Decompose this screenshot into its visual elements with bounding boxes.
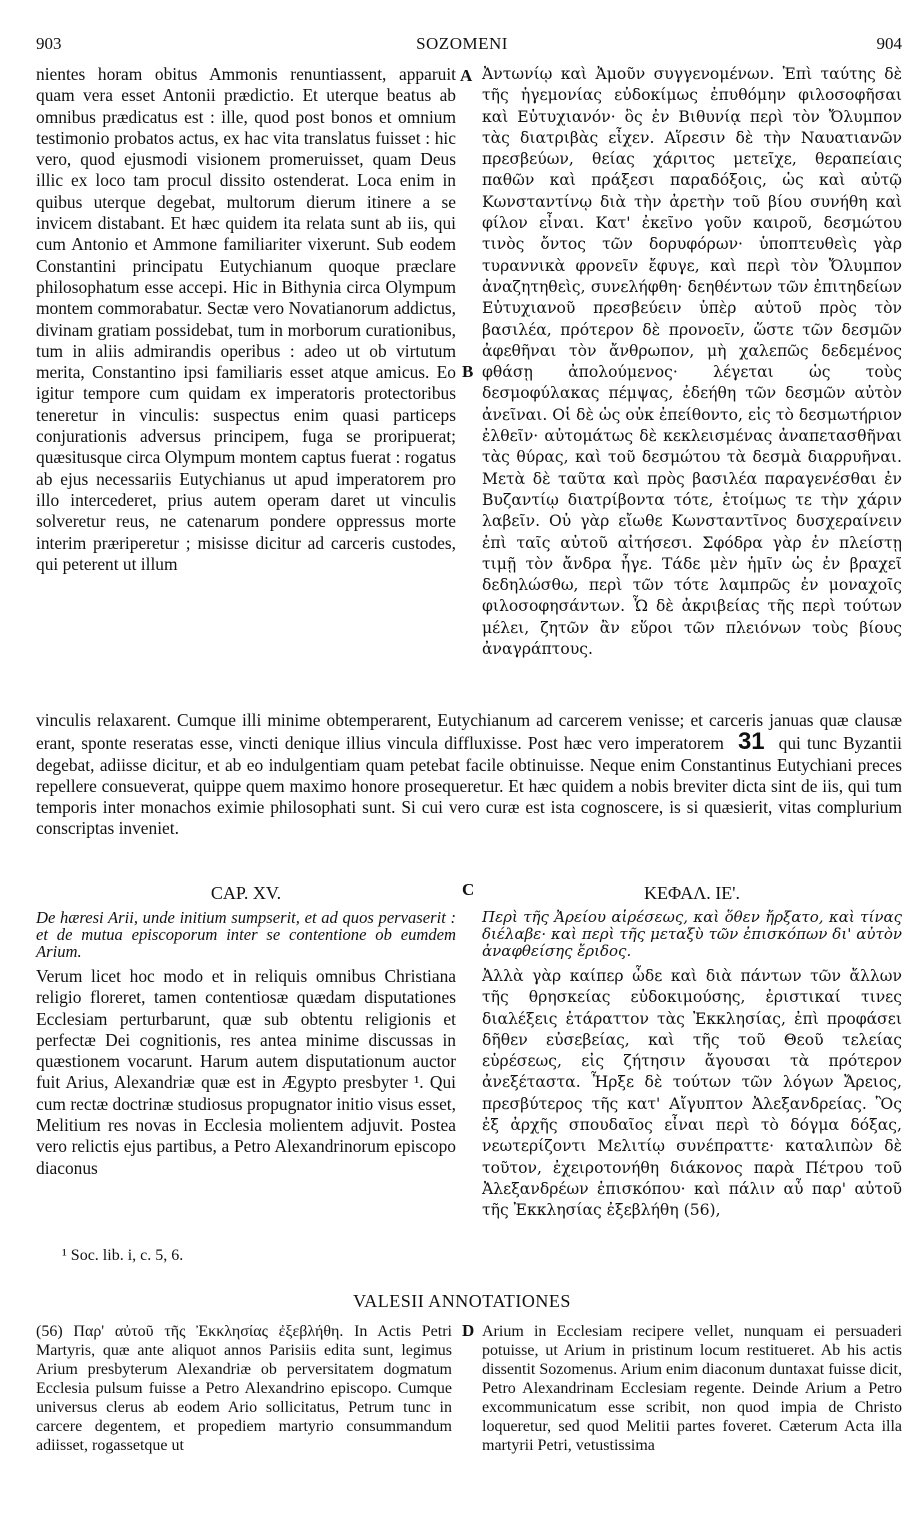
latin-full-text-part-1: vinculis relaxarent. Cumque illi minime obtemperarent, Eutychianum ad carcerem venisse; et carceris januas quæ clausæ erant, sponte reseratas esse, vincti denique illius vincula diffluxisse. Post hæc vero imperatorem: [36, 710, 902, 754]
margin-letter-c: C: [462, 880, 475, 899]
margin-number: 31: [737, 728, 765, 756]
latin-column-bottom: Verum licet hoc modo et in reliquis omnibus Christiana religio floreret, tamen contentiosæ quædam disputationes Ecclesiam perturbarunt, quæ sub obtentu religionis et perfectæ Dei cognitionis, res antea minime discussas in quæstionem vocarunt. Harum autem disputationum auctor fuit Arius, Alexandriæ quæ est in Ægypto presbyter ¹. Qui cum rectæ doctrinæ studiosus propugnator initio visus esset, Melitium res novas in Ecclesia molientem adjuvit. Postea vero relictis ejus partibus, a Petro Alexandrinorum episcopo diaconus: [36, 966, 456, 1178]
annotation-right-column: Arium in Ecclesiam recipere vellet, nunquam ei persuaderi potuisse, ut Arium in pristinum locum restitueret. Ab his actis dissentit Sozomenus. Arium enim diaconum duntaxat fuisse dicit, Petro Alexandrinam Ecclesiam regente. Deinde Arium a Petro excommunicatum esse scribit, non quod impia de Christo loqueretur, sed quod Melitii partes foveret. Cæterum Acta illa martyrii Petri, vetustissima: [482, 1323, 902, 1454]
annotation-left-column: (56) Παρ' αὐτοῦ τῆς Ἐκκλησίας ἐξεβλήθη. In Actis Petri Martyris, quæ ante aliquot annos Parisiis edita sunt, legimus Arium presbyterum Alexandriæ ob perversitatem dogmatum Ecclesia pulsum fuisse a Petro Alexandrino episcopo. Cumque universus clerus ab eodem Ario sollicitatus, Petrum tunc in carcere degentem, et propediem martyrio consummandum adiisset, rogassetque ut: [36, 1323, 452, 1454]
chapter-heading-greek: ΚΕΦΑΛ. ΙΕ'.: [643, 883, 741, 903]
margin-letter-b: B: [462, 362, 474, 381]
latin-column-top: nientes horam obitus Ammonis renuntiassent, apparuit quam vera esset Antonii prædictio. Et uterque beatus ab omnibus prædicatus est : ille, quod post bonos et omnium testimonio probatos actus, ex hac vita translatus fuisset : hic vero, quod ejusmodi visionem promeruisset, quam Deus illic ex loco tam procul dissito ostenderat. Loca enim in quibus uterque degebat, multorum dierum itinere a se invicem distabant. Et hæc quidem ita relata sunt ab iis, qui cum Antonio et Ammone familiariter vixerunt. Sub eodem Constantini principatu Eutychianum quoque præclare philosophatum esse accepi. Hic in Bithynia circa Olympum montem commorabatur. Sectæ vero Novatianorum addictus, divinam gratiam possidebat, tum in morborum curationibus, tum in aliis admirandis operibus : adeo ut ob virtutum merita, Constantino ipsi familiaris esset atque amicus. Eo igitur tempore cum quidam ex imperatoris protectoribus teneretur in vinculis: suspectus enim quasi particeps conjurationis adversus principem, fuga se proripuerat; quæsitusque circa Olympum montem captus fuerat : rogatus ab ejus necessariis Eutychianus ut apud imperatorem pro illo intercederet, prius autem operam daret ut vinculis solveretur reus, ne catenarum pondere oppressus morte interim præriperetur ; misisse dicitur ad carceris custodes, qui peterent ut illum: [36, 64, 456, 574]
margin-letter-a: A: [460, 66, 473, 85]
greek-column-bottom: Ἀλλὰ γὰρ καίπερ ὧδε καὶ διὰ πάντων τῶν ἄλλων τῆς θρησκείας εὐδοκιμούσης, ἐριστικαί τινες διαλέξεις ἐτάραττον τὰς Ἐκκλησίας, ἐπὶ προφάσει δῆθεν εὐσεβείας, καὶ τῆς τοῦ Θεοῦ τελείας εὑρέσεως, εἰς ζήτησιν ἄγουσαι τὰ πρότερον ἀνεξέταστα. Ἦρξε δὲ τούτων τῶν λόγων Ἄρειος, πρεσβύτερος τῆς κατ' Αἴγυπτον Ἀλεξανδρείας. Ὃς ἐξ ἀρχῆς σπουδαῖος εἶναι περὶ τὸ δόγμα δόξας, νεωτερίζοντι Μελιτίῳ συνέπραττε· καταλιπὼν δὲ τοῦτον, ἐχειροτονήθη διάκονος παρὰ Πέτρου τοῦ Ἀλεξανδρέων ἐπισκόπου· καὶ πάλιν αὖ παρ' αὐτοῦ τῆς Ἐκκλησίας ἐξεβλήθη (56),: [482, 967, 902, 1220]
chapter-heading-latin: CAP. XV.: [210, 883, 282, 903]
greek-column-top: Ἀντωνίῳ καὶ Ἀμοῦν συγγενομένων. Ἐπὶ ταύτης δὲ τῆς ἡγεμονίας εὐδοκίμως ἐπυθόμην φιλοσοφῆσαι καὶ Εὐτυχιανόν· ὃς ἐν Βιθυνίᾳ περὶ τὸν Ὄλυμπον τὰς διατριβὰς εἶχεν. Αἵρεσιν δὲ τὴν Ναυατιανῶν πρεσβεύων, θείας χάριτος μετεῖχε, θεραπείαις παθῶν καὶ πράξεσι παραδόξοις, ὡς καὶ αὐτῷ Κωνσταντίνῳ διὰ τὴν ἀρετὴν τοῦ βίου συνήθη καὶ φίλον εἶναι. Κατ' ἐκεῖνο γοῦν καιροῦ, δεσμώτου τινὸς ὄντος τῶν δορυφόρων· ὑποπτευθεὶς γὰρ τυραννικὰ φρονεῖν ἔφυγε, καὶ περὶ τὸν Ὄλυμπον ἀναζητηθεὶς, συνελήφθη· δεηθέντων τῶν ἐπιτηδείων Εὐτυχιανοῦ πρεσβεύειν ὑπὲρ αὐτοῦ πρὸς τὸν βασιλέα, πρότερον δὲ προνοεῖν, ὥστε τῶν δεσμῶν ἀφεθῆναι τὸν ἄνθρωπον, μὴ χαλεπῶς δεδεμένος φθάσῃ ἀπολούμενος· λέγεται ὡς τοὺς δεσμοφύλακας πέμψας, ἐδεήθη τῶν δεσμῶν αὐτὸν ἀνεῖναι. Οἱ δὲ ὡς οὐκ ἐπείθοντο, εἰς τὸ δεσμωτήριον ἐλθεῖν· αὐτομάτως δὲ κεκλεισμένας ἀναπετασθῆναι τὰς θύρας, καὶ τοῦ δεσμώτου τὰ δεσμὰ διαρρυῆναι. Μετὰ δὲ ταῦτα καὶ πρὸς βασιλέα παραγενέσθαι ἐν Βυζαντίῳ διατρίβοντα τότε, ἑτοίμως τε τὴν χάριν λαβεῖν. Οὐ γὰρ εἴωθε Κωνσταντῖνος δυσχεραίνειν ἐπὶ ταῖς αὐτοῦ αἰτήσεσι. Σφόδρα γὰρ ἐν πλείστῃ τιμῇ τὸν ἄνδρα ἦγε. Τάδε μὲν ἡμῖν ὡς ἐν βραχεῖ δεδηλώσθω, περὶ τῶν τότε λαμπρῶς ἐν μοναχοῖς φιλοσοφησάντων. Ὧ δὲ ἀκριβείας τῆς περὶ τούτων μέλει, ζητῶν ἂν εὕροι τῶν πλειόνων τοὺς βίους ἀναγράπτους.: [482, 65, 902, 659]
page-number-right: 904: [876, 34, 902, 53]
latin-full-width-paragraph: [36, 710, 902, 840]
margin-letter-d: D: [462, 1321, 475, 1340]
chapter-summary-latin: De hæresi Arii, unde initium sumpserit, et ad quos pervaserit : et de mutua episcoporum inter se contentione ob eumdem Arium.: [36, 908, 456, 961]
footnote: ¹ Soc. lib. i, c. 5, 6.: [62, 1247, 184, 1264]
chapter-summary-greek: Περὶ τῆς Ἀρείου αἱρέσεως, καὶ ὅθεν ἤρξατο, καὶ τίνας διέλαβε· καὶ περὶ τῆς μεταξὺ τῶν ἐπισκόπων δι' αὐτὸν ἀναφθείσης ἔριδος.: [482, 908, 902, 960]
page-number-left: 903: [36, 34, 62, 53]
annotations-title: VALESII ANNOTATIONES: [353, 1291, 571, 1311]
latin-full-text-part-2: qui tunc Byzantii degebat, adiisse dicitur, et ab eo indulgentiam quam petebat facile obtinuisse. Neque enim Constantinus Eutychiani preces repellere consueverat, quippe quem maximo honore prosequeretur. Et hæc quidem a nobis breviter dicta sint de iis, qui tum temporis inter monachos eximie philosophati sunt. Si cui vero curæ est ista cognoscere, is si quæsierit, vitas complurium conscriptas inveniet.: [36, 733, 902, 839]
running-title: SOZOMENI: [416, 34, 508, 53]
